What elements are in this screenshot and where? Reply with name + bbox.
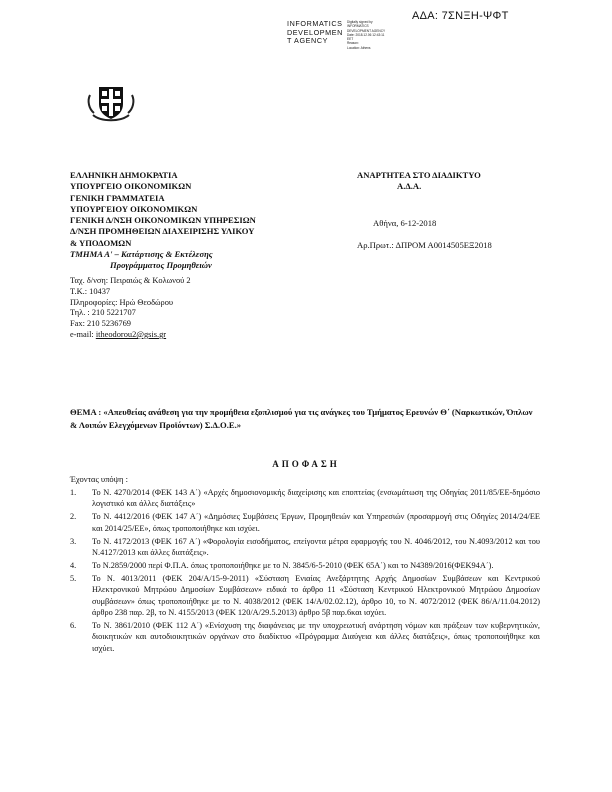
legal-basis-list (70, 487, 540, 656)
signature-stamp-meta (347, 20, 385, 50)
item-number: 3. (70, 536, 77, 546)
publication-notice (357, 170, 481, 193)
signature-stamp-title: INFORMATICS DEVELOPMEN T AGENCY (287, 19, 343, 46)
protocol-number: Αρ.Πρωτ.: ΔΠΡΟΜ Α0014505ΕΞ2018 (357, 240, 492, 250)
issuing-authority-header (70, 170, 256, 272)
header-line: ΥΠΟΥΡΓΕΙΟ ΟΙΚΟΝΟΜΙΚΩΝ (70, 181, 192, 192)
contact-details (70, 276, 191, 341)
signature-meta-line: Date: 2018.12.06 12:43:11 (346, 32, 385, 37)
item-text: Το Ν.2859/2000 περί Φ.Π.Α. όπως τροποποιήθηκε με το Ν. 3845/6-5-2010 (ΦΕΚ 65Α΄) και το Ν4389/2016(ΦΕΚ94Α΄). (92, 560, 494, 570)
header-line: ΥΠΟΥΡΓΕΙΟΥ ΟΙΚΟΝΟΜΙΚΩΝ (70, 203, 198, 214)
list-item (70, 573, 540, 619)
item-number: 2. (70, 512, 77, 522)
email-label: e-mail: (70, 329, 96, 339)
item-text: Το Ν. 4270/2014 (ΦΕΚ 143 Α΄) «Αρχές δημοσιονομικής διαχείρισης και εποπτείας (ενσωμάτωση της Οδηγίας 2011/85/ΕΕ-δημόσιο λογιστικό και άλλες διατάξεις» (92, 488, 540, 509)
header-line: Δ/ΝΣΗ ΠΡΟΜΗΘΕΙΩΝ ΔΙΑΧΕΙΡΙΣΗΣ ΥΛΙΚΟΥ (70, 226, 255, 237)
signature-meta-line: Reason: (346, 41, 359, 46)
header-line: ΕΛΛΗΝΙΚΗ ΔΗΜΟΚΡΑΤΙΑ (70, 170, 178, 180)
document-date: Αθήνα, 6-12-2018 (373, 218, 437, 228)
item-text: Το Ν. 4013/2011 (ΦΕΚ 204/Α/15-9-2011) «Σύσταση Ενιαίας Ανεξάρτητης Αρχής Δημοσίων Συμβάσεων και Κεντρικού Ηλεκτρονικού Μητρώου Δημοσίων Συμβάσεων» ειδικά το άρθρο 11 «Σύσταση Κεντρικού Ηλεκτρονικού Μητρώου Δημοσίων συμβάσεων» όπως τροποποιήθηκε με το Ν. 4038/2012 (ΦΕΚ 14/Α/02.02.12), άρθρο 10, το Ν. 4072/2012 (ΦΕΚ 86/Α/11.04.2012) άρθρο 238 παρ. 2β, το Ν. 4155/2013 (ΦΕΚ 120/Α/29.5.2013) άρθρο 5β παρ.6και ισχύει. (92, 573, 540, 618)
hellenic-republic-emblem-icon (84, 79, 138, 125)
signature-meta-line: INFORMATICS (346, 24, 369, 29)
header-line: ΓΕΝΙΚΗ ΓΡΑΜΜΑΤΕΙΑ (70, 192, 165, 203)
department-line: ΤΜΗΜΑ Α' – Κατάρτισης & Εκτέλεσης (70, 249, 213, 260)
item-number: 5. (70, 573, 77, 583)
publish-online-label: ΑΝΑΡΤΗΤΕΑ ΣΤΟ ΔΙΑΔΙΚΤΥΟ (357, 170, 481, 180)
address-line: Ταχ. δ/νση: Πειραιώς & Κολωνού 2 (70, 276, 191, 285)
considerations-intro: Έχοντας υπόψη : (70, 474, 128, 484)
decision-title: ΑΠΟΦΑΣΗ (272, 459, 340, 469)
list-item (70, 511, 540, 534)
signature-meta-line: Location: Athens (346, 45, 371, 50)
phone-line: Τηλ. : 210 5221707 (70, 308, 136, 318)
email-line (70, 330, 191, 341)
signature-meta-line: DEVELOPMENT AGENCY (346, 28, 386, 33)
item-number: 6. (70, 620, 77, 630)
info-line: Πληροφορίες: Ηρώ Θεοδώρου (70, 297, 174, 307)
department-line: Προγράμματος Προμηθειών (110, 260, 212, 271)
item-number: 4. (70, 560, 77, 570)
list-item (70, 487, 540, 510)
item-number: 1. (70, 488, 77, 497)
ada-label: Α.Δ.Α. (397, 181, 422, 192)
item-text: Το Ν. 4412/2016 (ΦΕΚ 147 Α΄) «Δημόσιες Συμβάσεις Έργων, Προμηθειών και Υπηρεσιών (προσαρμογή στις Οδηγίες 2014/24/ΕΕ και 2014/25/ΕΕ», όπως τροποποιήθηκε και ισχύει. (92, 512, 540, 533)
list-item (70, 620, 540, 654)
item-text: Το Ν. 3861/2010 (ΦΕΚ 112 Α΄) «Ενίσχυση της διαφάνειας με την υποχρεωτική ανάρτηση νόμων και πράξεων των κυβερνητικών, διοικητικών και αυτοδιοικητικών οργάνων στο διαδίκτυο «Πρόγραμμα Διαύγεια και άλλες διατάξεις», όπως τροποποιήθηκε και ισχύει. (92, 620, 540, 653)
postcode-line: Τ.Κ.: 10437 (70, 286, 111, 296)
digital-signature-stamp (287, 20, 385, 50)
header-line: & ΥΠΟΔΟΜΩΝ (70, 237, 132, 248)
ada-code: ΑΔΑ: 7ΣΝΞΗ-ΨΦΤ (412, 10, 509, 22)
header-line: ΓΕΝΙΚΗ Δ/ΝΣΗ ΟΙΚΟΝΟΜΙΚΩΝ ΥΠΗΡΕΣΙΩΝ (70, 215, 256, 226)
signature-meta-line: Digitally signed by (346, 20, 373, 24)
signature-meta-line: EET (346, 37, 354, 42)
list-item (70, 560, 540, 571)
email-link[interactable]: itheodorou2@gsis.gr (95, 329, 167, 339)
subject-line: ΘΕΜΑ : «Απευθείας ανάθεση για την προμήθεια εξοπλισμού για τις ανάγκες του Τμήματος Ερευνών Θ΄ (Ναρκωτικών, Όπλων & Λοιπών Ελεγχόμενων Προϊόντων) Σ.Δ.Ο.Ε.» (70, 407, 533, 430)
fax-line: Fax: 210 5236769 (70, 319, 131, 329)
list-item (70, 536, 540, 559)
item-text: Το Ν. 4172/2013 (ΦΕΚ 167 Α΄) «Φορολογία εισοδήματος, επείγοντα μέτρα εφαρμογής του Ν. 4046/2012, του Ν.4093/2012 και του Ν.4127/2013 και άλλες διατάξεις». (92, 536, 540, 558)
